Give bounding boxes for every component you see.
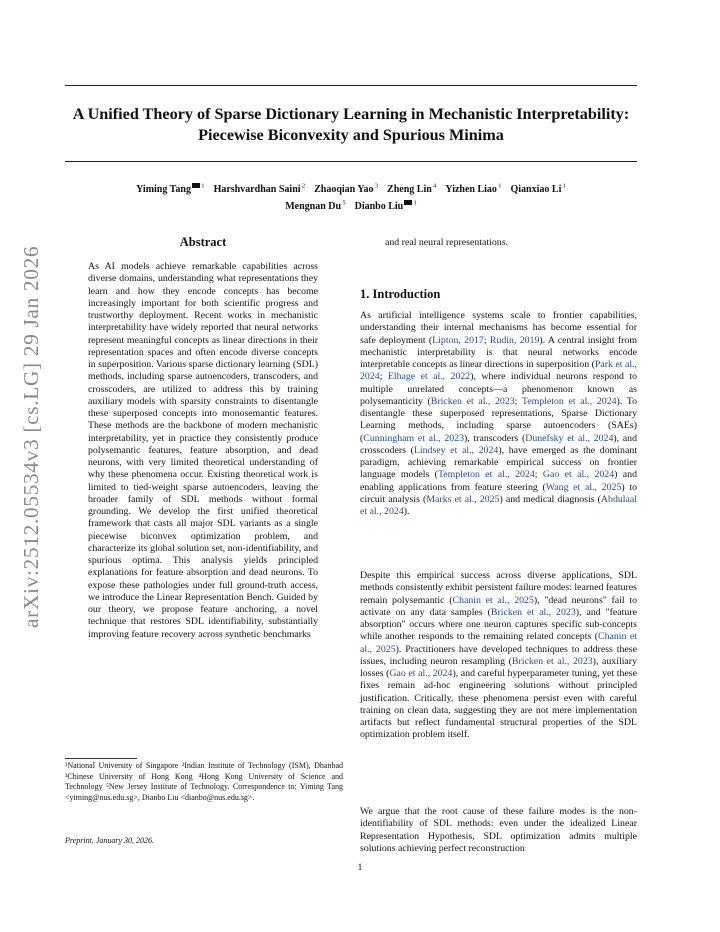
top-rule [65, 85, 637, 86]
section-heading-introduction: 1. Introduction [360, 287, 441, 301]
author [285, 201, 345, 212]
citation-link[interactable]: Cunningham et al., 2023 [363, 432, 465, 444]
body-text: ), auxiliary losses ( [360, 655, 637, 679]
citation-link[interactable]: Chanin et al., 2025 [452, 594, 534, 606]
body-text: Despite this empirical success across diverse applications, SDL methods consistently exhibit persistent failure modes: learned features remain polysemantic ( [360, 570, 637, 606]
citation-link[interactable]: Templeton et al., 2024 [437, 469, 535, 481]
citation-link[interactable]: Elhage et al., 2022 [387, 371, 471, 383]
author-affiliation-mark: 3 [373, 183, 379, 190]
body-text: As artificial intelligence systems scale to frontier capabilities, understanding their internal mechanisms has become essential for safe deployment ( [360, 310, 637, 346]
body-text: ), transcoders ( [464, 432, 526, 444]
body-text: ). Practitioners have developed techniques to address these issues, including neuron resampling ( [360, 643, 637, 667]
body-text: ), where individual neurons respond to multiple unrelated concepts—a phenomenon known as polysemanticity ( [360, 371, 637, 407]
intro-paragraph-1 [360, 310, 637, 518]
body-text: ) and enabling applications from feature steering ( [360, 469, 637, 493]
citation-link[interactable]: Park et al., 2024 [360, 359, 637, 383]
citation-link[interactable]: Gao et al., 2024 [389, 668, 453, 679]
author [445, 184, 501, 195]
author-affiliation-mark: 4 [431, 183, 437, 190]
author [511, 184, 566, 195]
body-text: ) and medical diagnosis ( [499, 493, 601, 505]
citation-link[interactable]: Lindsey et al., 2024 [413, 444, 499, 456]
body-text: ; [514, 395, 522, 407]
body-text: ). To disentangle these superposed representations, Sparse Dictionary Learning methods, including sparse autoencoders (SAEs) ( [360, 395, 637, 444]
footnote-rule [65, 758, 137, 759]
author [387, 184, 436, 195]
author [355, 201, 417, 212]
author-name: Mengnan Du [285, 201, 342, 213]
author-affiliation-mark: 1 [200, 183, 205, 190]
body-text: ; [483, 334, 490, 346]
body-text: ; [534, 469, 543, 481]
citation-link[interactable]: Bricken et al., 2023 [490, 606, 576, 618]
page-number: 1 [357, 862, 363, 873]
citation-link[interactable]: Templeton et al., 2024 [521, 395, 617, 407]
envelope-icon [192, 183, 200, 189]
author-row-2 [80, 197, 622, 214]
abstract-text: As AI models achieve remarkable capabilities across diverse domains, understanding what representations they learn and how they encode concepts has become increasingly important for both scientific progress and trustworthy deployment. Recent works in mechanistic interpretability have widely reported that neural networks represent meaningful concepts as linear directions in their representation spaces and often encode diverse concepts in superposition. Various sparse dictionary learning (SDL) methods, including sparse autoencoders, transcoders, and crosscoders, are utilized to address this by training auxiliary models with sparsity constraints to disentangle these superposed concepts into monosemantic features. These methods are the backbone of modern mechanistic interpretability, yet in practice they consistently produce polysemantic features, feature absorption, and dead neurons, with very limited theoretical understanding of why these phenomena occur. Existing theoretical work is limited to tied-weight sparse autoencoders, leaving the broader family of SDL methods without formal grounding. We develop the first unified theoretical framework that casts all major SDL variants as a single piecewise biconvex optimization problem, and characterize its global solution set, non-identifiability, and spurious optima. This analysis yields principled explanations for feature absorption and dead neurons. To expose these pathologies under full ground-truth access, we introduce the Linear Representation Bench. Guided by our theory, we propose feature anchoring, a novel technique that restores SDL identifiability, substantially improving feature recovery across synthetic benchmarks [88, 261, 318, 640]
author-affiliation-mark: 1 [496, 183, 502, 190]
intro-paragraph-3: We argue that the root cause of these failure modes is the non-identifiability of SDL methods: even under the idealized Linear Representation Hypothesis, SDL optimization admits multiple solutions achieving perfect reconstruction [360, 806, 637, 854]
title-line-2: Piecewise Biconvexity and Spurious Minima [198, 126, 504, 144]
citation-link[interactable]: Marks et al., 2025 [426, 493, 500, 505]
author-name: Qianxiao Li [510, 184, 562, 196]
author-name: Harshvardhan Saini [213, 184, 301, 196]
preprint-note: Preprint. January 30, 2026. [65, 836, 155, 845]
citation-link[interactable]: Wang et al., 2025 [545, 481, 622, 493]
citation-link[interactable]: Bricken et al., 2023 [511, 655, 593, 667]
author-name: Zhaoqian Yao [314, 184, 374, 196]
author-affiliation-mark: 5 [341, 199, 346, 207]
body-text: ). [403, 506, 410, 517]
author-affiliation-mark: 1 [561, 183, 566, 190]
body-text: ). A central insight from mechanistic interpretability is that neural networks encode interpretable concepts as linear directions in superposition ( [360, 334, 637, 370]
body-text: ) to circuit analysis ( [360, 481, 637, 505]
author-name: Dianbo Liu [354, 201, 404, 213]
body-text: ), "dead neurons" fail to activate on any data samples ( [360, 594, 638, 618]
author [314, 184, 378, 195]
abstract-heading: Abstract [179, 235, 227, 249]
citation-link[interactable]: Abdulaal et al., 2024 [360, 493, 638, 517]
author-name: Yizhen Liao [445, 184, 497, 196]
author-list [80, 180, 622, 214]
author-name: Yiming Tang [136, 184, 191, 196]
affiliations-footnote: ¹National University of Singapore ²Indian Institute of Technology (ISM), Dhanbad ³Chinese University of Hong Kong ⁴Hong Kong University of Science and Technology ⁵New Jersey Institute of Technology. Correspondence to: Yiming Tang <yiming@nus.edu.sg>, Dianbo Liu <dianbo@nus.edu.sg>. [65, 761, 343, 802]
citation-link[interactable]: Lipton, 2017 [432, 334, 484, 346]
citation-link[interactable]: Chanin et al., 2025 [360, 631, 637, 655]
author [136, 184, 205, 195]
title-bottom-rule [65, 161, 637, 162]
citation-link[interactable]: Dunefsky et al., 2024 [525, 432, 614, 444]
title-line-1: A Unified Theory of Sparse Dictionary Learning in Mechanistic Interpretability: [72, 105, 630, 123]
author-row-1 [80, 180, 622, 197]
arxiv-stamp: arXiv:2512.05534v3 [cs.LG] 29 Jan 2026 [19, 245, 43, 628]
author-affiliation-mark: 2 [300, 183, 306, 190]
author-name: Zheng Lin [387, 184, 432, 196]
body-text: ), have emerged as the dominant paradigm, achieving remarkable empirical success on frontier language models ( [360, 444, 637, 481]
citation-link[interactable]: Gao et al., 2024 [542, 469, 615, 481]
author [214, 184, 306, 195]
author-affiliation-mark: 1 [412, 199, 417, 207]
body-text: ), and careful hyperparameter tuning, yet these fixes remain ad-hoc engineering solutions without principled justification. Critically, these phenomena persist even with careful training on clean data, suggesting they are not mere implementation artifacts but reflect fundamental structural properties of the SDL optimization problem itself. [360, 668, 637, 741]
citation-link[interactable]: Rudin, 2019 [489, 334, 540, 346]
body-text: ), and crosscoders ( [360, 432, 638, 456]
body-text: ; [379, 371, 388, 383]
abstract-continuation: and real neural representations. [385, 237, 508, 248]
body-text: ), and "feature absorption" occurs where one neuron captures specific sub-concepts while another responds to the remaining related concepts ( [360, 606, 637, 643]
intro-paragraph-2 [360, 570, 637, 742]
citation-link[interactable]: Bricken et al., 2023 [430, 395, 515, 407]
paper-title [60, 104, 642, 146]
